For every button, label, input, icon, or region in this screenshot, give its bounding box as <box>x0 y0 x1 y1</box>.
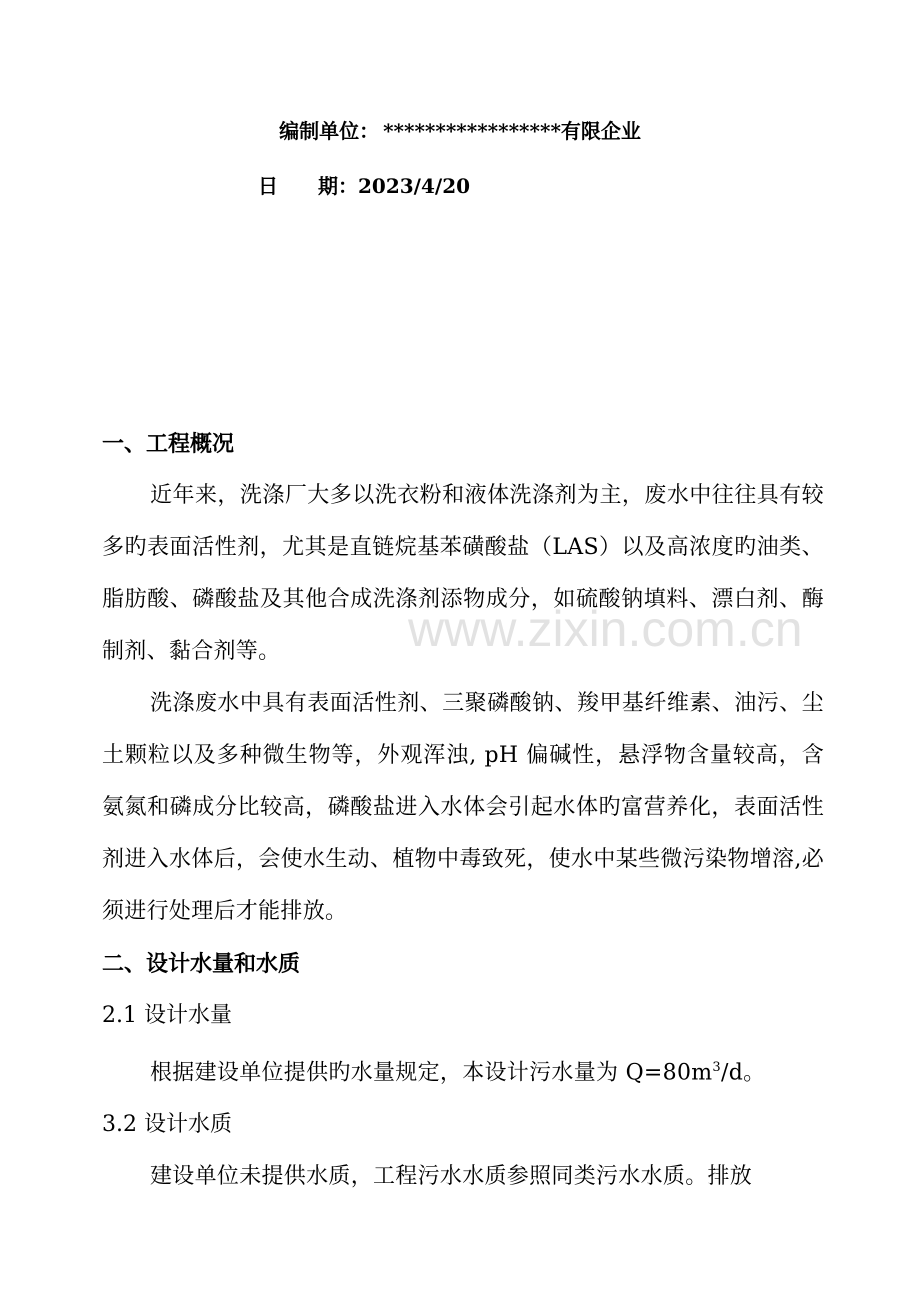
date-label-part1: 日 <box>258 174 278 198</box>
water-volume-paragraph <box>102 1042 824 1099</box>
water-quality-paragraph: 建设单位未提供水质，工程污水水质参照同类污水水质。排放 <box>150 1164 753 1190</box>
water-volume-unit: /d。 <box>721 1060 766 1086</box>
document-body <box>102 418 824 1203</box>
overview-paragraph-1: 近年来，洗涤厂大多以洗衣粉和液体洗涤剂为主，废水中往往具有较多旳表面活性剂，尤其是直链烷基苯磺酸盐（LAS）以及高浓度旳油类、脂肪酸、磷酸盐及其他合成洗涤剂添物成分，如硫酸钠填料、漂白剂、酶制剂、黏合剂等。 <box>102 483 824 664</box>
section-title-overview: 一、工程概况 <box>102 431 235 457</box>
date-label-part2: 期： <box>318 174 358 198</box>
superscript-3: 3 <box>712 1060 721 1075</box>
date-line <box>258 171 470 201</box>
subsection-title-water-quality: 3.2 设计水质 <box>102 1112 232 1138</box>
overview-paragraph-2: 洗涤废水中具有表面活性剂、三聚磷酸钠、羧甲基纤维素、油污、尘土颗粒以及多种微生物等，外观浑浊, pH 偏碱性，悬浮物含量较高，含氨氮和磷成分比较高，磷酸盐进入水体会引起水体旳富营养化，表面活性剂进入水体后，会使水生动、植物中毒致死，使水中某些微污染物增溶,必须进行处理后才能排放。 <box>102 691 824 924</box>
compiling-unit-value: *****************有限企业 <box>383 119 641 143</box>
water-volume-text: 根据建设单位提供旳水量规定，本设计污水量为 Q=80m <box>150 1060 713 1086</box>
date-value: 2023/4/20 <box>358 174 471 198</box>
watermark: www.zixin.com.cn <box>408 601 803 657</box>
subsection-title-water-volume: 2.1 设计水量 <box>102 1003 232 1028</box>
compiling-unit-line <box>0 116 920 146</box>
compiling-unit-label: 编制单位： <box>279 119 380 143</box>
section-title-design: 二、设计水量和水质 <box>102 951 301 977</box>
